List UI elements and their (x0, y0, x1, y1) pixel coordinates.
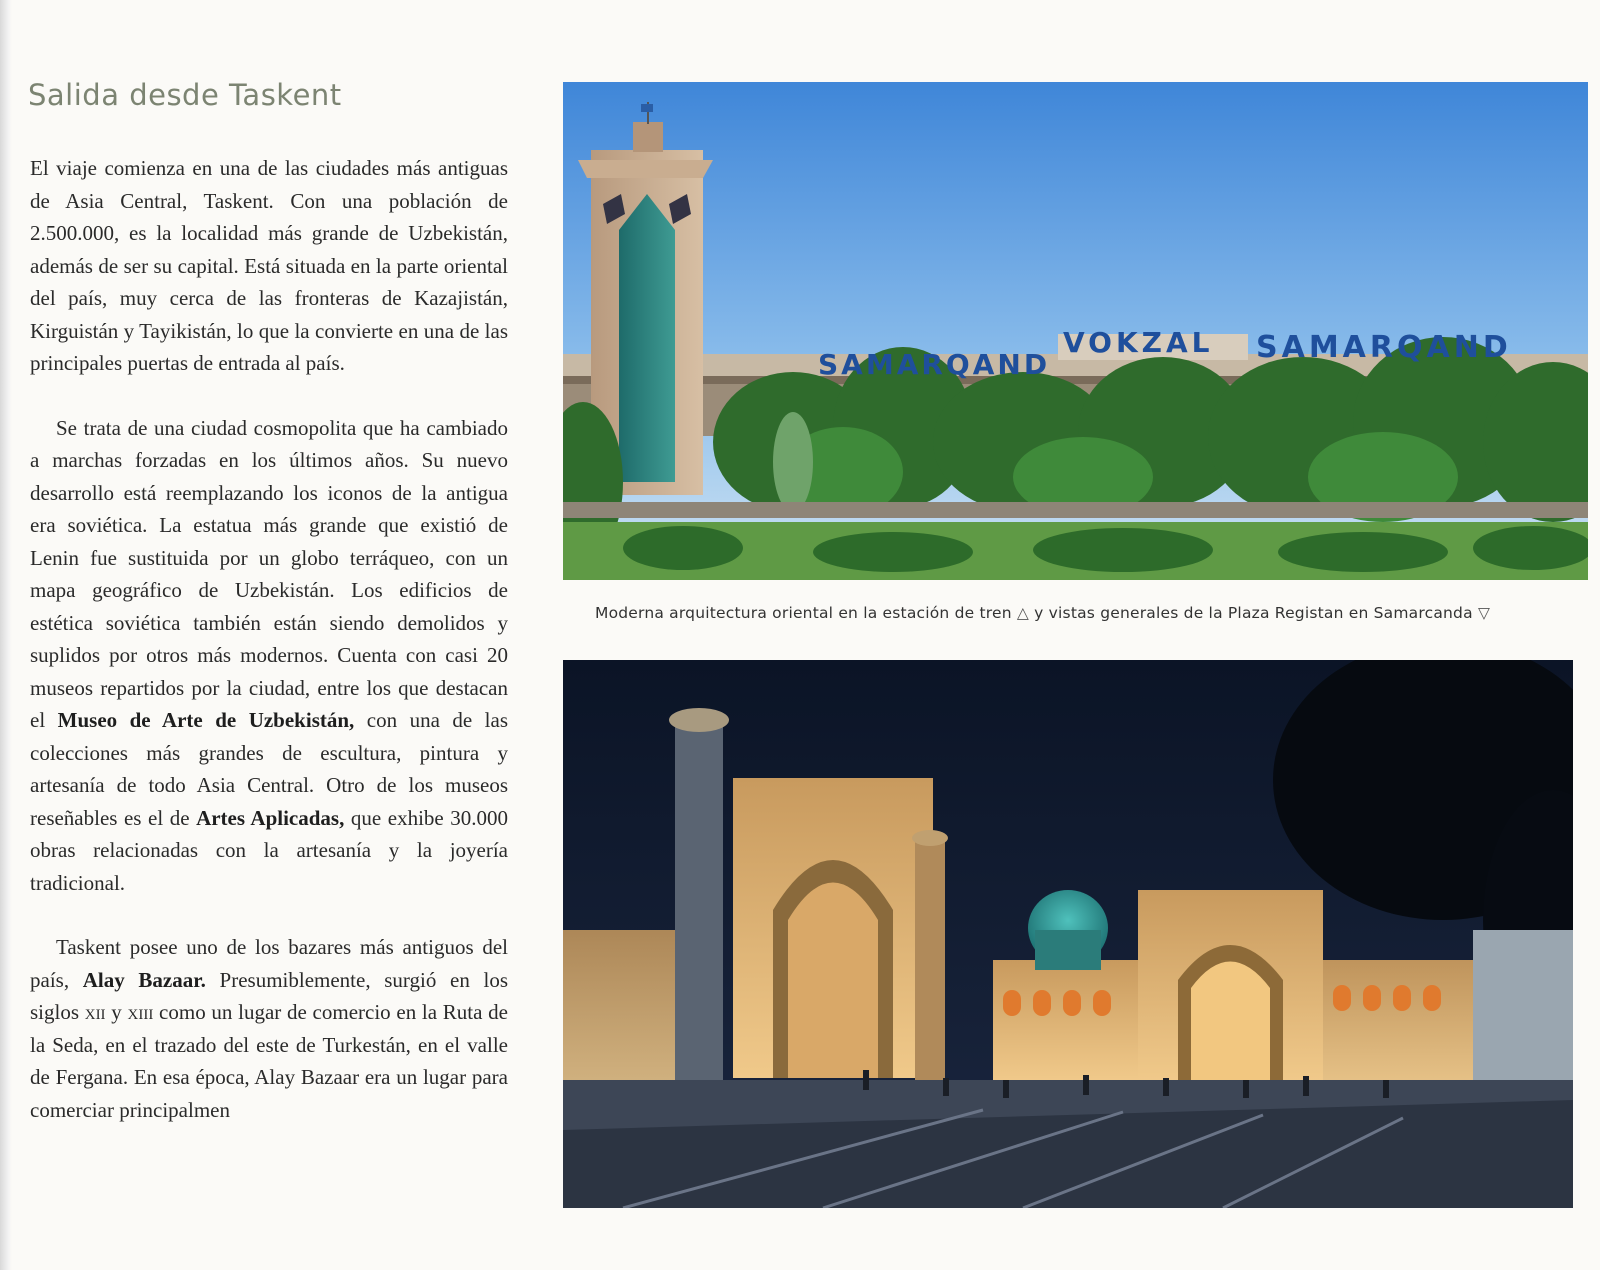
text-run: Se trata de una ciudad cosmopolita que ha cambiado a marchas forzadas en los últimos años. Su nuevo desarrollo está reemplazando los iconos de la antigua era soviética. La estatua más grande que existió de Lenin fue sustituida por un globo terráqueo, con un mapa geográfico de Uzbekistán. Los edificios de estética soviética también están siendo demolidos y suplidos por otros más modernos. Cuenta con casi 20 museos repartidos por la ciudad, entre los que destacan el (30, 415, 508, 732)
century-numeral: xiii (127, 1000, 154, 1024)
sign-samarqand-left: SAMARQAND (818, 348, 1051, 381)
bold-term: Museo de Arte de Uzbekistán, (57, 708, 355, 732)
article-body (30, 152, 508, 1158)
triangle-up-icon: △ (1016, 604, 1030, 622)
text-run: como un lugar de comercio en la Ruta de la Seda, en el trazado del este de Turkestán, en el valle de Fergana. En esa época, Alay Bazaar era un lugar para comerciar principalmen (30, 1000, 508, 1122)
registan-night-photo (563, 660, 1573, 1208)
train-station-photo (563, 82, 1588, 580)
text-run: que exhibe 30.000 obras relacionadas con la artesanía y la joyería tradicional. (30, 805, 509, 895)
sign-vokzal: VOKZAL (1063, 326, 1214, 359)
text-run: y (105, 1000, 128, 1024)
triangle-down-icon: ▽ (1477, 604, 1491, 622)
bold-term: Artes Aplicadas, (196, 805, 345, 830)
paragraph-3 (30, 931, 508, 1126)
text-run: El viaje comienza en una de las ciudades más antiguas de Asia Central, Taskent. Con una población de 2.500.000, es la localidad más grande de Uzbekistán, además de ser su capital. Está situada en la parte oriental del país, muy cerca de las fronteras de Kazajistán, Kirguistán y Tayikistán, lo que la convierte en una de las principales puertas de entrada al país. (30, 156, 508, 375)
text-run: Presumiblemente, surgió en los siglos (30, 967, 508, 1024)
sign-samarqand-right: SAMARQAND (1256, 330, 1512, 365)
caption-text-a: Moderna arquitectura oriental en la estación de tren (595, 604, 1012, 622)
century-numeral: xii (84, 1000, 106, 1024)
paragraph-1 (30, 152, 508, 380)
section-title: Salida desde Taskent (28, 78, 342, 112)
text-run: con una de las colecciones más grandes de escultura, pintura y artesanía de todo Asia Central. Otro de los museos reseñables es el de (30, 708, 509, 830)
paragraph-2 (30, 412, 508, 900)
text-run: Taskent posee uno de los bazares más antiguos del país, (30, 935, 508, 992)
bold-term: Alay Bazaar. (82, 967, 206, 992)
page-gutter (0, 0, 12, 1270)
photo-caption (595, 604, 1585, 622)
caption-text-b: y vistas generales de la Plaza Registan en Samarcanda (1034, 604, 1473, 622)
